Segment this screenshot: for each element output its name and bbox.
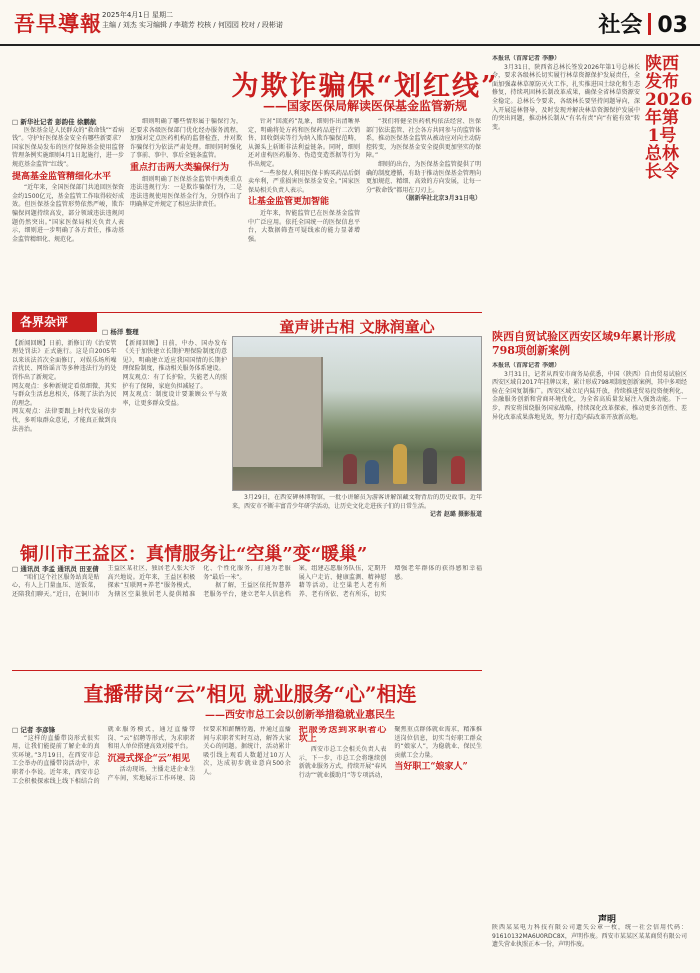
article1-col3-body3: 近年来，智能监管已在医保基金监管中广泛应用。依托全国统一的医保信息平台，大数据筛查可疑线索的能力显著增强。 <box>248 209 360 243</box>
article1-subtitle: ——国家医保局解读医保基金监管新规 <box>262 99 467 113</box>
article1-sub3: 让基金监管更加智能 <box>248 197 330 208</box>
article3-subtitle: ——西安市总工会以创新举措稳就业惠民生 <box>205 710 395 721</box>
article1-col3-body2: “一些参保人利用医保卡购买药品后倒卖牟利，严重损害医保基金安全。”国家医保局相关负责人表示。 <box>248 169 360 194</box>
divider <box>12 670 482 671</box>
section-name: 社会 <box>598 13 643 38</box>
photo-heading: 童声讲古相 文脉润童心 <box>279 318 435 336</box>
article3-body: “这样的直播带岗形式很实用，让我们能提前了解企业的真实环境。”3月19日，在西安市总工会举办的直播带岗活动中，求职者小李说。近年来，西安市总工会积极探索线上线下相结合的就业服务模式，通过直播带岗、“云”招聘等形式，为求职者和用人单位搭建高效对接平台。 <box>12 726 196 785</box>
sidebar-mid-text: 3月31日，记者从西安市商务局获悉，中国（陕西）自由贸易试验区西安区域自2017年挂牌以来，累计形成798项制度创新案例，其中多项经验在全国复制推广。西安区域立足内陆开放，持续推进贸易投资便利化、金融服务创新和营商环境优化，为全省高质量发展注入强劲动能。下一步，西安将围绕服务国家战略，持续深化改革探索，推动更多首创性、差异化改革成果落地见效，努力打造内陆改革开放新高地。 <box>492 370 687 421</box>
feature-box <box>12 326 227 474</box>
article1-byline: □ 新华社记者 彭韵佳 徐鹏航 <box>12 118 97 126</box>
article3-body2: 活动现场，主播走进企业生产车间，实地展示工作环境、岗位要求和薪酬待遇，并通过直播间与求职者实时互动，解答大家关心的问题。据统计，活动累计吸引线上观看人数超过10万人次，达成初步就业意向500余人。 <box>107 726 291 782</box>
article2-body-block <box>12 565 482 665</box>
photo-building <box>233 357 323 467</box>
sidebar-top-text: 3月31日，陕西省总林长签发2026年第1号总林长令，要求各级林长切实履行林草资源保护发展责任，全面加强森林草原防灭火工作，扎实推进国土绿化和生态修复，持续巩固林长制改革成果，确保全省林草资源安全稳定。总林长令要求，各级林长要坚持问题导向，深入开展巡林督导，及时发现并解决林草资源保护发展中的突出问题，推动林长制从“有名有责”向“有能有效”转变。 <box>492 63 640 131</box>
article1-col2 <box>130 118 242 308</box>
feature-body2: 【新闻回顾】日前，中办、国办发布《关于加快建立长期护理保险制度的意见》，明确建立适应我国国情的长期护理保险制度，推动相关服务体系建设。 网友观点：有了长护险，失能老人的照护有了保障，家庭负担减轻了。 网友观点：制度设计要兼顾公平与效率，让更多群众受益。 <box>122 339 227 407</box>
article1-col3 <box>248 118 360 308</box>
article1-sub1: 提高基金监管精细化水平 <box>12 171 112 182</box>
editor-credits: 主编 / 刘杰 实习编辑 / 李瑞芳 校核 / 何园园 校对 / 段彬诺 <box>102 21 283 29</box>
sidebar-mid-body <box>492 362 687 897</box>
article1-col1-body: “近年来，全国医保部门共追回医保资金约1500亿元，基金监管工作取得较好成效。但医保基金监管形势依然严峻，欺诈骗保问题持续高发，部分领域违法违规问题仍然突出。”国家医保局相关负责人表示，细则进一步明确了各方责任，推动基金监管精细化、规范化。 <box>12 184 124 243</box>
section-divider <box>648 13 651 35</box>
notice-body: 陕西某某电力科技有限公司遗失公章一枚，统一社会信用代码：91610132MA6U0RDC8X，声明作废。西安市某某区某某商贸有限公司遗失营业执照正本一份，声明作废。 <box>492 924 687 949</box>
newspaper-logo: 吾早導報 <box>14 11 102 36</box>
article1-col3-body: 针对“回流药”乱象，细则作出清晰界定，明确将处方药和医保药品进行二次销售、回收倒卖等行为纳入欺诈骗保范畴，从源头上斩断非法利益链条。同时，细则还对虚构医药服务、伪造变造票据等行为作出规定。 <box>248 118 360 168</box>
photo-person <box>365 460 379 484</box>
article1-col1 <box>12 118 124 308</box>
article3-byline: □ 记者 李彦锋 <box>12 726 56 734</box>
section-label <box>598 8 688 39</box>
photo-caption-block <box>232 494 482 536</box>
article3-sub2: 把服务送到求职者心坎上 <box>298 726 387 744</box>
article3-sub3: 当好职工“娘家人” <box>394 762 468 773</box>
article3-sub1: 沉浸式探企“云”相见 <box>107 753 190 764</box>
article1-col4-body2: 细则的出台，为医保基金监管提供了明确的制度遵循，有助于推动医保基金管理向更加规范、精细、高效的方向发展，让每一分“救命钱”都用在刀刃上。 <box>366 160 481 194</box>
header-meta <box>102 10 283 30</box>
article2-title: 铜川市王益区：真情服务让“空巢”变“暖巢” <box>20 544 368 565</box>
feature-body1: 【新闻回顾】日前，新修订的《治安管理处罚法》正式施行。这是自2005年以来该法首次全面修订，对娱乐场所噪音扰民、网络谣言等多种违法行为的处罚作出了新规定。 网友观点：多种新规定看似细微，其实与群众生活息息相关，体现了法治为民的理念。 网友观点：法律要跟上时代发展的步伐，多听取群众意见，才能真正做到良法善治。 <box>12 339 117 433</box>
article3-body3: 西安市总工会相关负责人表示，下一步，市总工会将继续创新就业服务方式，持续开展“春风行动”“就业援助月”等专项活动，聚焦重点群体就业需求，精准推送岗位信息，切实当好职工群众的“娘家人”，为稳就业、保民生贡献工会力量。 <box>298 726 482 779</box>
sidebar-mid-heading: 陕西自贸试验区西安区域9年累计形成798项创新案例 <box>492 330 676 357</box>
article1-col4 <box>366 118 481 308</box>
feature-tag: 各界杂评 <box>12 312 97 332</box>
photo-caption: 3月29日，在西安碑林博物馆，一批小讲解员为游客讲解馆藏文物背后的历史故事。近年来，西安市不断丰富青少年研学活动，让历史文化走进孩子们的日常生活。 <box>232 494 482 510</box>
article2-byline: □ 通讯员 李孟 通讯员 田亚倩 <box>12 565 99 573</box>
article2-body: “咱们这个社区服务站真是贴心，有人上门量血压、送饭菜，还陪我们聊天。”近日，在铜川市王益区某社区，独居老人张大爷高兴地说。近年来，王益区积极探索“互联网+养老”服务模式，为辖区空巢独居老人提供精准化、个性化服务，打通为老服务“最后一米”。 <box>12 565 291 598</box>
sidebar-top-byline: 本报讯（首席记者 李静） <box>492 55 561 62</box>
photo-person <box>423 448 437 484</box>
photo-person <box>343 454 357 484</box>
sidebar-top-heading: 陕西发布2026年第1号总林长令 <box>645 54 693 182</box>
photo-person <box>393 444 407 484</box>
article3-title: 直播带岗“云”相见 就业服务“心”相连 <box>83 682 417 706</box>
photo-credit: 记者 赵璐 摄影报道 <box>429 511 482 519</box>
page-number: 03 <box>657 13 688 38</box>
sidebar-top-body <box>492 55 640 325</box>
feature-author: □ 杨洋 整理 <box>102 328 139 336</box>
page-header <box>0 0 700 46</box>
photo-image <box>232 336 482 491</box>
article1-col4-body: “我们将健全医药机构依法经营、医保部门依法监管、社会各方共同参与的监管体系，推动医保基金监管从被动应对向主动防控转变，为医保基金安全提供更加坚实的保障。” <box>366 118 481 160</box>
article1-sub2: 重点打击两大类骗保行为 <box>130 162 230 173</box>
sidebar-mid-byline: 本报讯（首席记者 李婧） <box>492 362 561 369</box>
notice-title: 声明 <box>598 915 617 925</box>
article2-body2: 据了解，王益区依托智慧养老服务平台，建立老年人信息档案，组建志愿服务队伍，定期开展入户走访、健康监测、精神慰藉等活动，让空巢老人老有所养、老有所依、老有所乐，切实增强老年群体的获得感和幸福感。 <box>203 565 482 598</box>
photo-person <box>451 456 465 484</box>
article1-dateline: （据新华社北京3月31日电） <box>402 195 481 203</box>
issue-date: 2025年4月1日 星期二 <box>102 11 173 19</box>
article1-col2-body2: 细则明确了医保基金监管中两类重点违法违规行为：一是欺诈骗保行为，二是违法违规使用医保基金行为，分别作出了明确界定并规定了相应法律责任。 <box>130 175 242 209</box>
article3-body-block <box>12 726 482 962</box>
article1-title: 为欺诈骗保“划红线” <box>231 71 499 102</box>
article1-intro: 医保基金是人民群众的“救命钱”“看病钱”。守护好医保基金安全有哪些新要求？国家医保局发布的医疗保障基金使用监督管理条例实施细则4月1日起施行，进一步规范基金监管“红线”。 <box>12 126 124 168</box>
article1-col2-body: 细则明确了哪些情形属于骗保行为，还要求各级医保部门优化经办服务流程，加强对定点医药机构的监督检查，并对欺诈骗保行为依法严肃处理。细则同时强化了事前、事中、事后全链条监管。 <box>130 118 242 160</box>
